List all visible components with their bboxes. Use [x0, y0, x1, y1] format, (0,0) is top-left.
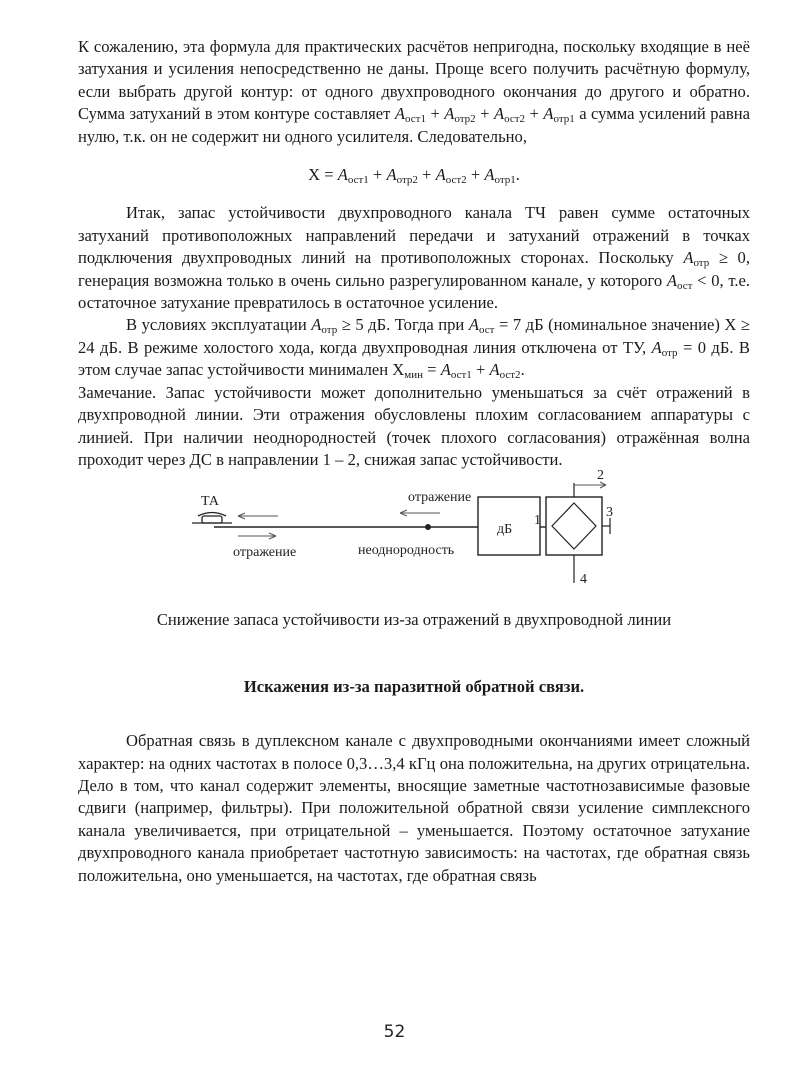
label-port-3: 3	[606, 505, 613, 521]
plus: +	[368, 165, 387, 185]
label-reflection-top: отражение	[408, 490, 472, 506]
subscript: ост1	[347, 174, 369, 187]
symbol-a: A	[311, 315, 322, 335]
symbol-a: A	[651, 337, 662, 357]
formula-x	[78, 164, 750, 186]
label-db: дБ	[497, 522, 513, 538]
symbol-a: A	[337, 165, 348, 185]
text: = 0 дБ. В этом случае запас устойчивости минимален X	[78, 337, 751, 380]
subscript: отр1	[494, 174, 516, 187]
plus: +	[525, 104, 544, 124]
symbol-a: A	[440, 360, 451, 380]
subscript: отр	[661, 346, 678, 359]
period: .	[520, 360, 525, 380]
paragraph-formula-unsuitable	[78, 36, 750, 148]
text: Итак, запас устойчивости двухпроводного канала ТЧ равен сумме остаточных затуханий противоположных направлений передачи и затуханий отражений в точках подключения двухпроводных линий на противоположных сторонах. Поскольку	[78, 203, 750, 268]
plus: +	[425, 104, 445, 124]
section-heading: Искажения из-за паразитной обратной связи.	[243, 676, 585, 696]
subscript: ост2	[504, 113, 526, 126]
subscript: отр	[321, 324, 338, 337]
subscript: ост2	[445, 174, 467, 187]
symbol-a: A	[683, 248, 694, 268]
text: = 7 дБ (номинальное значение) X ≥ 24 дБ. В режиме холостого хода, когда двухпроводная линия отключена от ТУ,	[78, 315, 750, 357]
inhomogeneity-point	[425, 524, 431, 530]
symbol-a: A	[435, 165, 446, 185]
text: а сумма усилений равна нулю, т.к. он не содержит ни одного усилителя. Следовательно,	[78, 104, 750, 146]
text: ≥ 0, генерация возможна только в очень сильно разрегулированном канале, у которого	[78, 248, 750, 290]
plus: +	[417, 165, 436, 185]
subscript: ост2	[499, 369, 521, 382]
label-ta: ТА	[201, 494, 219, 510]
telephone-icon	[192, 513, 232, 524]
subscript: ост1	[405, 113, 426, 126]
hybrid-box	[546, 497, 602, 555]
label-inhomogeneity: неоднородность	[358, 543, 455, 559]
subscript: мин	[404, 369, 424, 382]
symbol-a: A	[489, 360, 500, 380]
text: К сожалению, эта формула для практических расчётов непригодна, поскольку входящие в неё затухания и усиления непосредственно не даны. Проще всего получить расчётную формулу, если выбрать другой контур: от одного двухпроводного окончания до другого и обратно. Сумма затуханий в этом контуре составляет	[78, 37, 750, 124]
label-port-1: 1	[534, 513, 541, 529]
text: < 0, т.е. остаточное затухание превратилось в остаточное усиление.	[78, 270, 750, 313]
subscript: отр2	[454, 113, 476, 126]
text: В условиях эксплуатации	[126, 315, 312, 335]
subscript: ост	[478, 324, 495, 337]
subscript: ост1	[450, 369, 472, 382]
arrow-left-icon	[238, 513, 278, 519]
plus: +	[466, 165, 485, 185]
arrow-reflection-icon	[400, 510, 440, 516]
subscript: отр2	[396, 174, 418, 187]
paragraph-operating-conditions	[78, 314, 750, 381]
text: =	[423, 360, 441, 380]
paragraph-stability-margin	[78, 202, 750, 314]
page-number: 52	[383, 1022, 406, 1042]
hybrid-diamond	[552, 503, 596, 549]
diagram-svg	[78, 468, 750, 603]
paragraph-feedback: Обратная связь в дуплексном канале с двухпроводными окончаниями имеет сложный характер: на одних частотах в полосе 0,3…3,4 кГц она положительна, на других отрицательна. Дело в том, что канал содержит элементы, вносящие заметные частотнозависимые фазовые сдвиги (например, фильтры). При положительной обратной связи усиление симплексного канала увеличивается, при отрицательной – уменьшается. Поэтому остаточное затухание двухпроводного канала приобретает частотную зависимость: на частотах, где обратная связь положительна, оно уменьшается, на частотах, где обратная связь	[78, 731, 750, 885]
label-port-2: 2	[597, 468, 604, 484]
symbol-a: A	[444, 104, 455, 124]
symbol-a: A	[386, 165, 397, 185]
label-reflection-bottom: отражение	[233, 545, 297, 561]
subscript: отр1	[553, 113, 575, 126]
plus: +	[471, 360, 490, 380]
symbol-a: A	[468, 315, 479, 335]
period: .	[515, 165, 520, 185]
paragraph-remark: Замечание. Запас устойчивости может дополнительно уменьшаться за счёт отражений в двухпроводной линии. Эти отражения обусловлены плохим согласованием аппаратуры с линией. При наличии неоднородностей (точек плохого согласования) отражённая волна проходит через ДС в направлении 1 – 2, снижая запас устойчивости.	[78, 382, 750, 469]
symbol-a: A	[543, 104, 554, 124]
formula-lhs: X =	[308, 165, 338, 185]
label-port-4: 4	[580, 572, 587, 588]
subscript: ост	[677, 279, 693, 292]
symbol-a: A	[666, 270, 678, 290]
text: ≥ 5 дБ. Тогда при	[337, 315, 469, 335]
symbol-a: A	[394, 104, 406, 124]
arrow-right-icon	[238, 533, 276, 539]
symbol-a: A	[493, 104, 505, 124]
plus: +	[475, 104, 494, 124]
figure-caption: Снижение запаса устойчивости из-за отражений в двухпроводной линии	[156, 610, 672, 630]
reflection-diagram	[78, 468, 750, 603]
page-content	[78, 36, 750, 887]
subscript: отр	[693, 257, 710, 270]
symbol-a: A	[484, 165, 495, 185]
